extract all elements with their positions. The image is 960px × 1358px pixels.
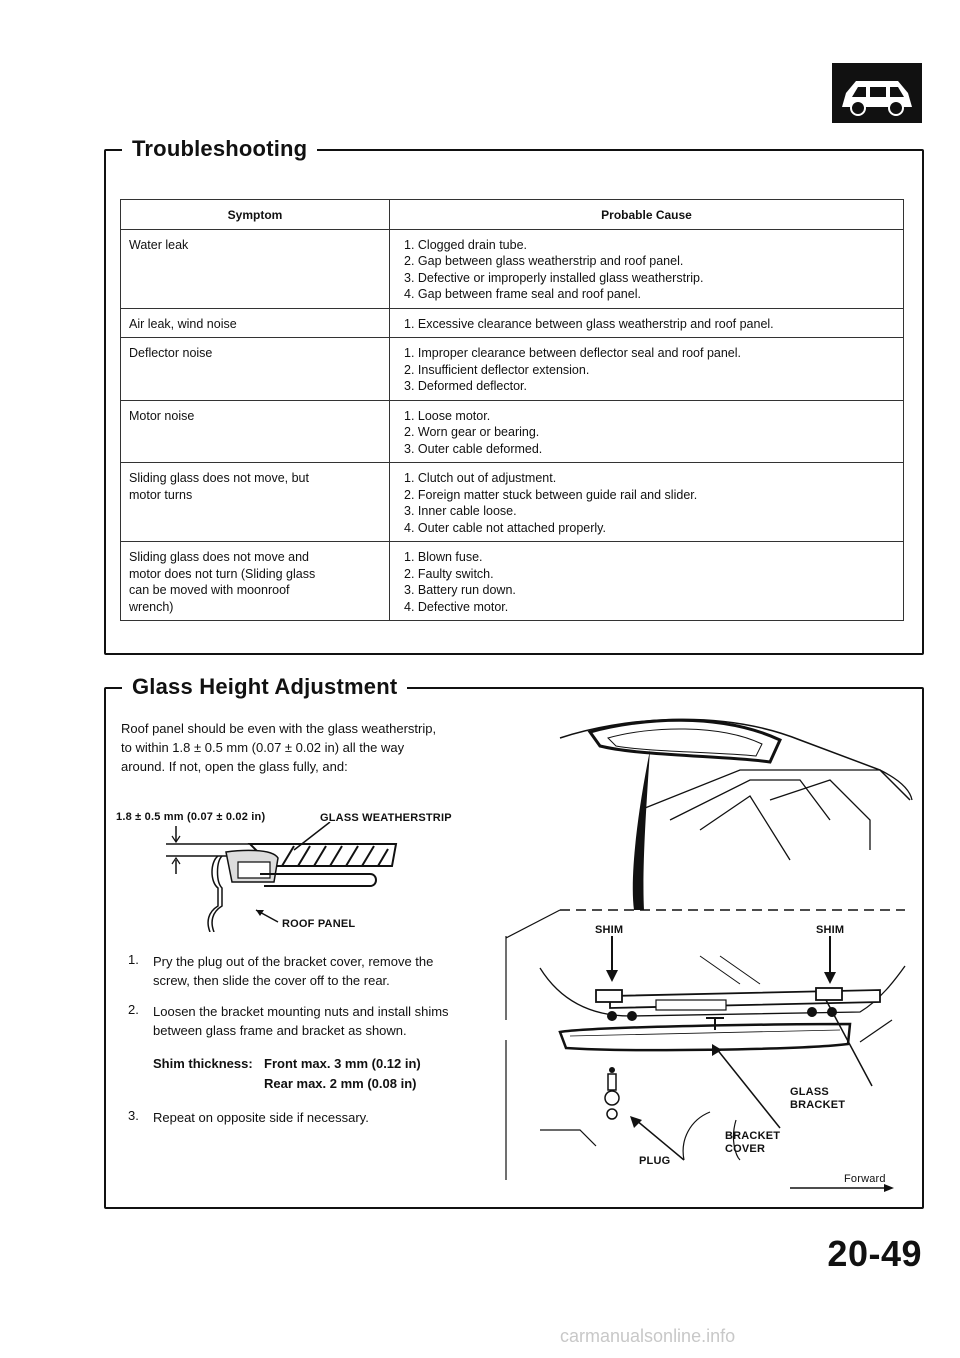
cause-cell bbox=[390, 338, 904, 401]
glass-height-title: Glass Height Adjustment bbox=[122, 674, 407, 700]
table-row bbox=[121, 338, 904, 401]
symptom-cell bbox=[121, 400, 390, 463]
glass-bracket-line: BRACKET bbox=[790, 1099, 846, 1111]
intro-text bbox=[121, 719, 501, 776]
cause-line: 3. Outer cable deformed. bbox=[404, 441, 543, 456]
troubleshooting-table-body bbox=[121, 229, 904, 621]
symptom-line: Water leak bbox=[129, 237, 189, 252]
cause-line: 4. Defective motor. bbox=[404, 599, 509, 614]
symptom-line: Sliding glass does not move and bbox=[129, 550, 309, 564]
symptom-cell bbox=[121, 308, 390, 338]
cause-line: 2. Foreign matter stuck between guide rail and slider. bbox=[404, 487, 698, 502]
glass-weatherstrip-label: GLASS WEATHERSTRIP bbox=[320, 812, 452, 824]
step-line: between glass frame and bracket as shown. bbox=[153, 1023, 407, 1038]
table-row bbox=[121, 400, 904, 463]
cause-line: 2. Gap between glass weatherstrip and roof panel. bbox=[404, 254, 684, 268]
step-number: 3. bbox=[128, 1108, 139, 1123]
table-row bbox=[121, 542, 904, 621]
car-body-icon bbox=[832, 63, 922, 123]
step-text bbox=[153, 1108, 369, 1127]
symptom-line: Deflector noise bbox=[129, 346, 213, 360]
step-line: Loosen the bracket mounting nuts and install shims bbox=[153, 1004, 449, 1019]
glass-bracket-label bbox=[790, 1086, 845, 1112]
symptom-line: motor does not turn (Sliding glass bbox=[129, 566, 316, 581]
cause-line: 3. Battery run down. bbox=[404, 583, 516, 597]
step-text bbox=[153, 1002, 449, 1040]
cause-line: 2. Insufficient deflector extension. bbox=[404, 362, 590, 377]
table-row bbox=[121, 463, 904, 542]
step-number: 1. bbox=[128, 952, 139, 967]
bracket-cover-line: BRACKET bbox=[725, 1130, 781, 1142]
cause-cell bbox=[390, 308, 904, 338]
shim-right-label: SHIM bbox=[816, 924, 845, 936]
step-number: 2. bbox=[128, 1002, 139, 1017]
symptom-line: wrench) bbox=[129, 599, 174, 614]
cause-line: 2. Faulty switch. bbox=[404, 566, 494, 581]
forward-label: Forward bbox=[844, 1173, 886, 1185]
troubleshooting-title: Troubleshooting bbox=[122, 136, 317, 162]
symptom-cell bbox=[121, 542, 390, 621]
cause-cell bbox=[390, 229, 904, 308]
cause-line: 3. Inner cable loose. bbox=[404, 504, 517, 518]
cause-line: 4. Gap between frame seal and roof panel. bbox=[404, 287, 641, 301]
roof-panel-label: ROOF PANEL bbox=[282, 918, 356, 930]
cause-line: 1. Clogged drain tube. bbox=[404, 237, 528, 252]
footer-watermark: carmanualsonline.info bbox=[560, 1326, 736, 1346]
shim-left-label: SHIM bbox=[595, 924, 624, 936]
symptom-line: motor turns bbox=[129, 487, 193, 502]
cause-cell bbox=[390, 463, 904, 542]
symptom-cell bbox=[121, 463, 390, 542]
cause-line: 3. Defective or improperly installed glass weatherstrip. bbox=[404, 270, 704, 285]
page-number: 20-49 bbox=[827, 1233, 922, 1274]
symptom-line: Motor noise bbox=[129, 408, 195, 423]
table-row bbox=[121, 308, 904, 338]
symptom-line: Sliding glass does not move, but bbox=[129, 471, 309, 485]
cause-cell bbox=[390, 542, 904, 621]
symptom-cell bbox=[121, 229, 390, 308]
intro-line: around. If not, open the glass fully, and: bbox=[121, 759, 348, 774]
step-line: screw, then slide the cover off to the rear. bbox=[153, 973, 390, 988]
cause-line: 4. Outer cable not attached properly. bbox=[404, 520, 606, 535]
cause-line: 3. Deformed deflector. bbox=[404, 379, 527, 393]
symptom-line: can be moved with moonroof bbox=[129, 583, 290, 597]
bracket-cover-line: COVER bbox=[725, 1143, 766, 1155]
cause-line: 1. Loose motor. bbox=[404, 408, 491, 423]
cause-line: 1. Clutch out of adjustment. bbox=[404, 471, 557, 485]
symptom-cell bbox=[121, 338, 390, 401]
glass-bracket-line: GLASS bbox=[790, 1086, 829, 1098]
intro-line: Roof panel should be even with the glass weatherstrip, bbox=[121, 721, 437, 736]
step-line: Pry the plug out of the bracket cover, remove the bbox=[153, 954, 434, 969]
moonroof-diagram bbox=[500, 700, 915, 1200]
symptom-line: Air leak, wind noise bbox=[129, 316, 237, 331]
step-text bbox=[153, 952, 433, 990]
shim-thickness-label: Shim thickness: bbox=[153, 1056, 253, 1071]
probable-cause-header: Probable Cause bbox=[390, 200, 904, 230]
table-row bbox=[121, 229, 904, 308]
step-line: Repeat on opposite side if necessary. bbox=[153, 1110, 369, 1125]
intro-line: to within 1.8 ± 0.5 mm (0.07 ± 0.02 in) all the way bbox=[121, 740, 405, 755]
cause-line: 1. Excessive clearance between glass weatherstrip and roof panel. bbox=[404, 316, 774, 331]
dimension-label: 1.8 ± 0.5 mm (0.07 ± 0.02 in) bbox=[116, 811, 266, 823]
weatherstrip-section-diagram bbox=[160, 822, 400, 932]
plug-label: PLUG bbox=[639, 1155, 671, 1167]
cause-line: 1. Improper clearance between deflector seal and roof panel. bbox=[404, 346, 742, 360]
bracket-cover-label bbox=[725, 1130, 780, 1156]
symptom-header: Symptom bbox=[121, 200, 390, 230]
shim-front-spec: Front max. 3 mm (0.12 in) bbox=[264, 1056, 421, 1071]
cause-line: 2. Worn gear or bearing. bbox=[404, 425, 540, 439]
shim-rear-spec: Rear max. 2 mm (0.08 in) bbox=[264, 1076, 417, 1091]
cause-cell bbox=[390, 400, 904, 463]
troubleshooting-table bbox=[120, 199, 904, 621]
cause-line: 1. Blown fuse. bbox=[404, 550, 483, 564]
